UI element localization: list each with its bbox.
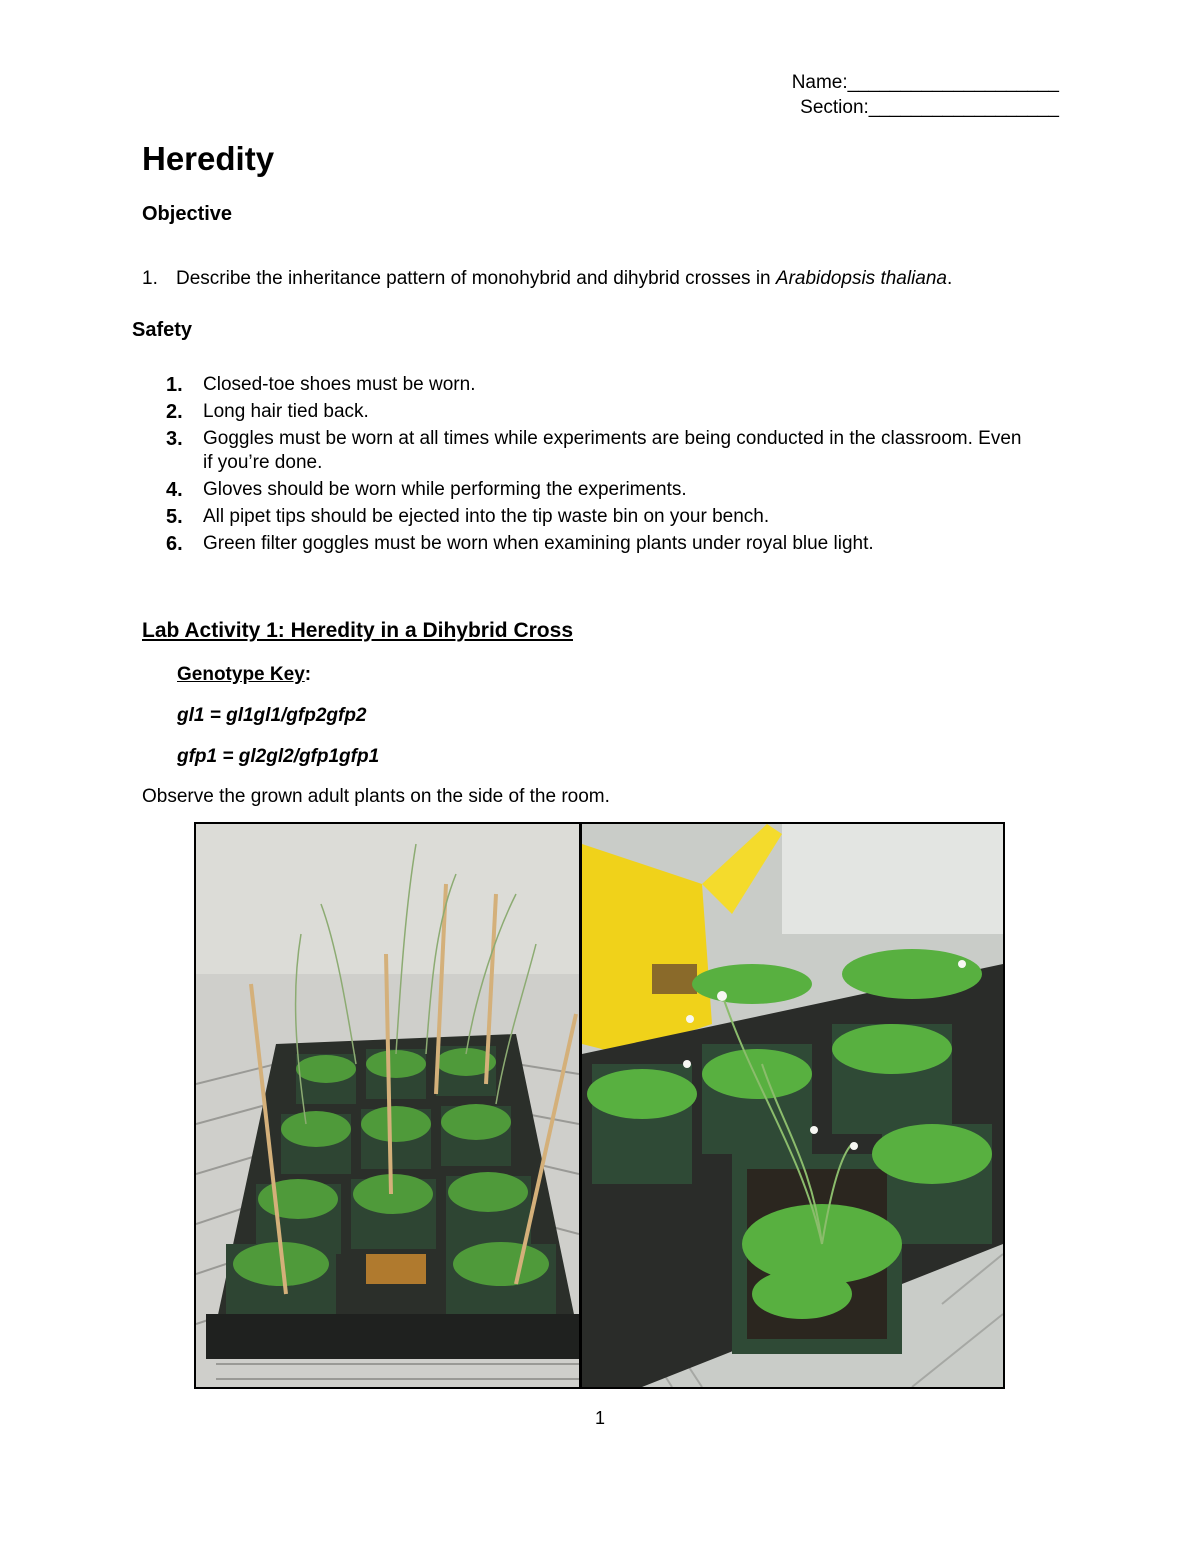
safety-item-number: 5.	[166, 506, 183, 528]
safety-item	[166, 478, 1026, 502]
name-field: Name:____________________	[791, 72, 1059, 93]
safety-item-text: Closed-toe shoes must be worn.	[203, 374, 476, 395]
genotype-key-label	[177, 664, 311, 686]
safety-item	[166, 505, 1026, 529]
page-number: 1	[594, 1408, 605, 1428]
safety-item-text: Goggles must be worn at all times while experiments are being conducted in the classroom. Even if you’re done.	[203, 428, 1022, 473]
genotype-line: gfp1 = gl2gl2/gfp1gfp1	[177, 746, 380, 767]
objective-item-species: Arabidopsis thaliana	[775, 268, 948, 289]
safety-item-text: Long hair tied back.	[203, 401, 369, 422]
safety-item-number: 6.	[166, 533, 183, 555]
safety-item	[166, 400, 1026, 424]
observe-instruction: Observe the grown adult plants on the side of the room.	[142, 786, 610, 807]
safety-item-number: 2.	[166, 401, 183, 423]
safety-heading: Safety	[132, 319, 193, 341]
safety-item-number: 3.	[166, 428, 183, 450]
safety-item	[166, 373, 1026, 397]
plant-photo-frame	[194, 822, 1005, 1389]
genotype-key-colon: :	[304, 664, 312, 685]
safety-item-text: All pipet tips should be ejected into the tip waste bin on your bench.	[203, 506, 770, 527]
objective-item	[142, 268, 952, 290]
genotype-line: gl1 = gl1gl1/gfp2gfp2	[177, 705, 367, 726]
objective-heading: Objective	[142, 203, 233, 225]
page-title: Heredity	[142, 140, 275, 177]
plant-closeup-photo	[582, 824, 1003, 1387]
objective-item-end: .	[947, 268, 953, 289]
objective-item-text: Describe the inheritance pattern of monohybrid and dihybrid crosses in	[176, 268, 776, 289]
lab-activity-heading: Lab Activity 1: Heredity in a Dihybrid Cross	[142, 619, 573, 642]
safety-item	[166, 427, 1026, 475]
safety-item-text: Green filter goggles must be worn when examining plants under royal blue light.	[203, 533, 874, 554]
safety-item-text: Gloves should be worn while performing the experiments.	[203, 479, 687, 500]
genotype-key-text: Genotype Key	[177, 664, 305, 685]
safety-item-number: 1.	[166, 374, 183, 396]
safety-item	[166, 532, 1026, 556]
plant-tray-photo	[196, 824, 579, 1387]
objective-item-number: 1.	[142, 268, 158, 289]
section-field: Section:__________________	[800, 97, 1059, 118]
safety-item-number: 4.	[166, 479, 183, 501]
safety-list	[166, 373, 1026, 559]
